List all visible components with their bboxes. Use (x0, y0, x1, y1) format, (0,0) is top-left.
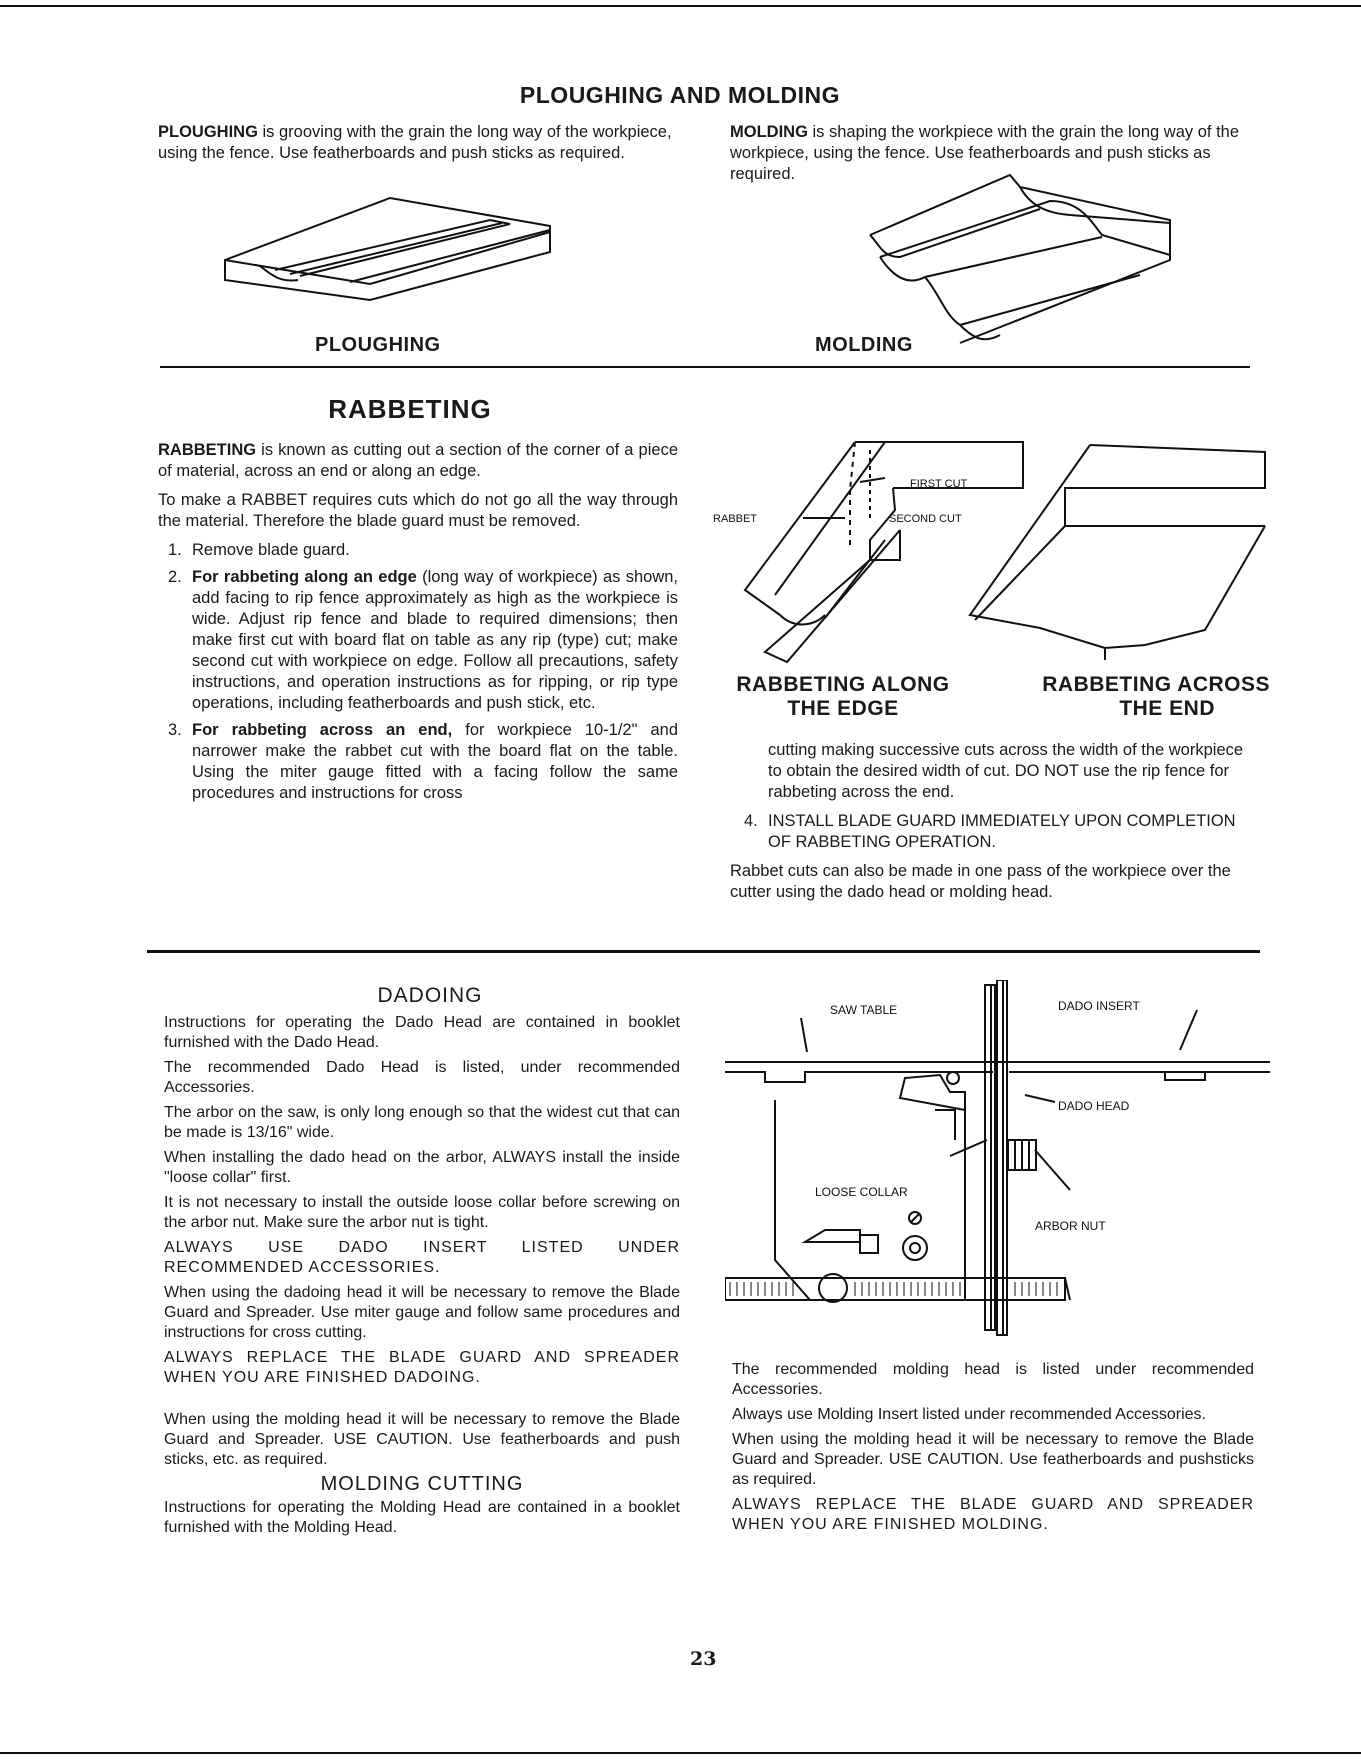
label-dado-insert: DADO INSERT (1058, 999, 1140, 1013)
page-number: 23 (690, 1648, 717, 1670)
ploughing-description (158, 122, 678, 164)
rabbeting-title: RABBETING (328, 394, 492, 424)
top-rule (0, 5, 1361, 7)
label-saw-table: SAW TABLE (830, 1003, 898, 1017)
rabbeting-intro-lead: RABBETING (158, 441, 257, 459)
caption-across-line-2: THE END (1119, 697, 1215, 720)
rabbeting-text-column (158, 440, 678, 810)
molding-cutting-p2: Instructions for operating the Molding Head are contained in a booklet furnished with the Molding Head. (164, 1499, 680, 1536)
molding-right-column (732, 1360, 1254, 1535)
rabbeting-step-3 (158, 720, 678, 804)
label-arbor-nut: ARBOR NUT (1035, 1219, 1106, 1233)
step-3-text: for workpiece 10-1/2" and narrower make the rabbet cut with the board flat on the table. Using the miter gauge fitted with a facing follow the same procedures and instructions for cross (192, 721, 679, 802)
molding-r2: Always use Molding Insert listed under recommended Accessories. (732, 1406, 1206, 1423)
dado-head-illustration (725, 980, 1275, 1350)
section-rule-2 (147, 950, 1260, 953)
rabbeting-intro-text: is known as cutting out a section of the corner of a piece of material, across an end or along an edge. (158, 441, 678, 480)
step-3-lead: For rabbeting across an end, (192, 721, 453, 739)
step-2-lead: For rabbeting along an edge (192, 568, 417, 586)
dadoing-p2: The recommended Dado Head is listed, under recommended Accessories. (164, 1059, 680, 1096)
molding-illustration (840, 165, 1190, 355)
rabbeting-step-2 (158, 567, 678, 714)
rabbet-note: Rabbet cuts can also be made in one pass of the workpiece over the cutter using the dado head or molding head. (730, 862, 1231, 901)
bottom-rule (0, 1752, 1361, 1754)
rabbeting-intro (158, 440, 678, 482)
ploughing-molding-title: PLOUGHING AND MOLDING (519, 82, 841, 108)
step-3-continued: cutting making successive cuts across the width of the workpiece to obtain the desired width of cut. DO NOT use the rip fence for rabbeting across the end. (768, 741, 1244, 801)
step-4-number: 4. (744, 812, 758, 830)
label-first-cut: FIRST CUT (910, 478, 968, 490)
molding-r1: The recommended molding head is listed under recommended Accessories. (732, 1361, 1254, 1398)
molding-r3: When using the molding head it will be necessary to remove the Blade Guard and Spreader. USE CAUTION. Use featherboards and pushsticks as required. (732, 1431, 1254, 1488)
caption-along-line-2: THE EDGE (787, 697, 899, 720)
dadoing-p6: ALWAYS USE DADO INSERT LISTED UNDER RECOMMENDED ACCESSORIES. (164, 1239, 680, 1276)
caption-rabbeting-across-end (1010, 673, 1270, 721)
ploughing-caption: PLOUGHING (315, 334, 441, 356)
ploughing-lead: PLOUGHING (158, 123, 258, 141)
dadoing-p4: When installing the dado head on the arbor, ALWAYS install the inside "loose collar" first. (164, 1149, 680, 1186)
caption-along-line-1: RABBETING ALONG (736, 673, 950, 696)
caption-rabbeting-along-edge (728, 673, 958, 721)
caption-across-line-1: RABBETING ACROSS (1042, 673, 1270, 696)
label-rabbet: RABBET (713, 513, 758, 525)
rabbeting-step-1 (158, 540, 678, 561)
step-3-number: 3. (168, 721, 182, 739)
molding-caution-p1: When using the molding head it will be necessary to remove the Blade Guard and Spreader. USE CAUTION. Use featherboards and push sticks, etc. as required. (164, 1411, 680, 1468)
rabbeting-illustration (705, 430, 1275, 670)
label-dado-head: DADO HEAD (1058, 1099, 1130, 1113)
ploughing-text: is grooving with the grain the long way of the workpiece, using the fence. Use featherboards and push sticks as required. (158, 123, 672, 162)
rabbeting-steps (158, 540, 678, 804)
label-second-cut: SECOND CUT (889, 513, 962, 525)
dadoing-p1: Instructions for operating the Dado Head are contained in booklet furnished with the Dado Head. (164, 1014, 680, 1051)
molding-r4: ALWAYS REPLACE THE BLADE GUARD AND SPREADER WHEN YOU ARE FINISHED MOLDING. (732, 1496, 1254, 1533)
molding-lead: MOLDING (730, 123, 808, 141)
dadoing-p8: ALWAYS REPLACE THE BLADE GUARD AND SPREADER WHEN YOU ARE FINISHED DADOING. (164, 1349, 680, 1386)
molding-caption: MOLDING (815, 334, 913, 356)
step-2-text: (long way of workpiece) as shown, add facing to rip fence approximately as high as the workpiece is wide. Adjust rip fence and blade to required dimensions; then make first cut with board flat on table as any rip (type) cut; make second cut with workpiece on edge. Follow all precautions, safety instructions, and operation instructions as for ripping, or rip type operations, including featherboards and push stick, etc. (192, 568, 678, 712)
step-2-number: 2. (168, 568, 182, 586)
label-loose-collar: LOOSE COLLAR (815, 1185, 908, 1199)
rabbeting-step-4 (730, 811, 1260, 853)
dadoing-p5: It is not necessary to install the outside loose collar before screwing on the arbor nut. Make sure the arbor nut is tight. (164, 1194, 680, 1231)
step-1-number: 1. (168, 541, 182, 559)
ploughing-illustration (220, 190, 560, 310)
rabbeting-right-column (730, 740, 1260, 903)
dadoing-p3: The arbor on the saw, is only long enough so that the widest cut that can be made is 13/16" wide. (164, 1104, 680, 1141)
dadoing-text-column (164, 1013, 680, 1538)
dadoing-title: DADOING (377, 984, 483, 1007)
dadoing-p7: When using the dadoing head it will be necessary to remove the Blade Guard and Spreader. Use miter gauge and follow same procedures and instructions for cross cutting. (164, 1284, 680, 1341)
step-4-text: INSTALL BLADE GUARD IMMEDIATELY UPON COMPLETION OF RABBETING OPERATION. (768, 812, 1236, 851)
rabbeting-para2: To make a RABBET requires cuts which do not go all the way through the material. Therefore the blade guard must be removed. (158, 491, 678, 530)
step-1-text: Remove blade guard. (192, 541, 350, 559)
section-rule-1 (160, 366, 1250, 368)
molding-cutting-title: MOLDING CUTTING (320, 1473, 524, 1495)
molding-text: is shaping the workpiece with the grain the long way of the workpiece, using the fence. Use featherboards and push sticks as required. (730, 123, 1240, 183)
